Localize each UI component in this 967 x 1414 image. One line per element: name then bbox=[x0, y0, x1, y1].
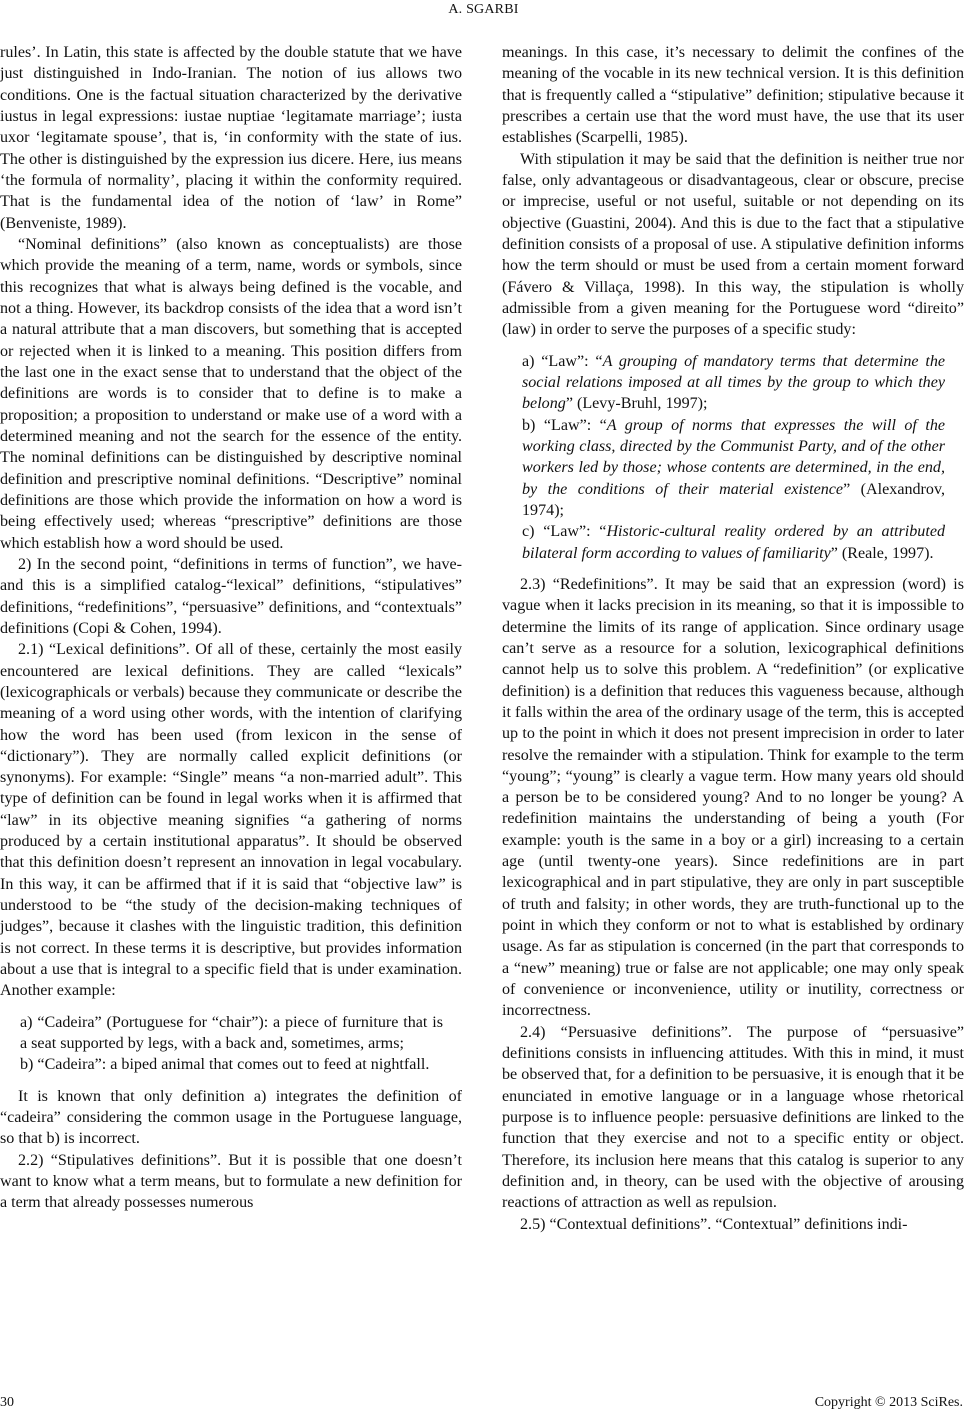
paragraph-nominal-definitions: “Nominal definitions” (also known as conceptualists) are those which provide the meaning of a term, name, words or symbols, since this recognizes that what is always being defined is the vocable, and not a thing. However, its backdrop consists of the idea that a word isn’t a natural attribute that a man discovers, but something that is accepted or rejected when it is linked to a meaning. This position differs from the last one in the exact sense that to understand that the object of the definitions are words is to consider that to define is to make a proposition; a proposition to understand or make use of a word with a determined meaning and not the search for the essence of the entity. The nominal definitions can be distinguished by descriptive nominal definition and prescriptive nominal definitions. “Descriptive” nominal definitions are those which provide the information on how a word is being effectively used; whereas “prescriptive” definitions are those which establish how a word should be used. bbox=[0, 235, 462, 552]
paragraph-contextual-definitions: 2.5) “Contextual definitions”. “Contextual” definitions indi- bbox=[520, 1215, 908, 1233]
law-definition-a-prefix: a) “Law”: “ bbox=[522, 352, 603, 370]
copyright-notice: Copyright © 2013 SciRes. bbox=[814, 1395, 963, 1410]
paragraph-redefinitions: 2.3) “Redefinitions”. It may be said that an expression (word) is vague when it lacks precision in its meaning, so that it is impossible to determine the limits of its range of application. Since ordinary usage can’t serve as a resource for a solution, lexicographical definitions cannot help us to solve this problem. A “redefinition” (or explicative definition) is a definition that reduces this vagueness because, although it falls within the area of the ordinary usage of the term, this is accepted up to the point in which it does not present imprecision in order to later resolve the remainder with a stipulation. Think for example to the term “young”; “young” is clearly a vague term. How many years old should a person be to be considered young? And to no longer be young? A redefinition maintains the understanding of being a youth (For example: youth is the same in a boy or a girl) increasing to a certain age (until twenty-one years). Since redefinitions are in part lexicographical and in part stipulative, they are only in part susceptible of truth and falsity; in other words, they are truth-functional up to the point in which they conform or not to what is established by ordinary usage. As far as stipulation is concerned (in the part that corresponds to a “new” meaning) true or false are not applicable; one may only speak of convenience or inconvenience, utility or inutility, correctness or incorrectness. bbox=[502, 575, 964, 1020]
paragraph-benveniste-quote-end: rules’. In Latin, this state is affected by the double statute that we have just distinguished in Indo-Iranian. The notion of ius allows two conditions. One is the factual situation characterized by the derivative iustus in legal expressions: iustae nuptiae ‘legitamate marriage’; iusta uxor ‘legitamate spouse’, that is, ‘in conformity with the state of ius. The other is distinguished by the expression ius dicere. Here, ius means ‘the formula of normality’, placing it within the conformity required. That is the fundamental idea of the notion of ‘law’ in Rome” (Benveniste, 1989). bbox=[0, 44, 462, 232]
law-definition-c-prefix: c) “Law”: “ bbox=[522, 523, 607, 541]
paragraph-stipulative-definitions: 2.2) “Stipulatives definitions”. But it is possible that one doesn’t want to know what a term means, but to formulate a new definition for a term that already possesses numerous bbox=[0, 1151, 462, 1212]
paragraph-cadeira-conclusion: It is known that only definition a) integrates the definition of “cadeira” considering the common usage in the Portuguese language, so that b) is incorrect. bbox=[0, 1087, 462, 1148]
example-item-a: a) “Cadeira” (Portuguese for “chair”): a piece of furniture that is a seat supported by legs, with a back and, sometimes, arms; bbox=[20, 1013, 443, 1053]
paragraph-persuasive-definitions: 2.4) “Persuasive definitions”. The purpose of “persuasive” definitions consists in influencing attitudes. With this in mind, it must be observed that, for a definition to be persuasive, it is enough that it be enunciated in emotive language or in a language whose rhetorical purpose is to influence people: persuasive definitions are linked to the function that they exercise and not to a specific entity or object. Therefore, its inclusion here means that this catalog is superior to any definition and, in theory, can be used with the objective of arousing reactions of attraction as well as repulsion. bbox=[502, 1023, 964, 1212]
paragraph-stipulative-continued: meanings. In this case, it’s necessary to delimit the confines of the meaning of the vocable in its new technical version. It is this definition that is frequently called a “stipulative” definition; stipulative because it prescribes a certain use that the word must have, the use that its user establishes (Scarpelli, 1985). bbox=[502, 44, 964, 147]
law-definition-b-quote: A group of norms that expresses the will of the working class, directed by the Communist Party, and of the other workers led by those; whose contents are determined, in the end, by the conditions of their material existence bbox=[522, 416, 946, 498]
law-definition-b bbox=[522, 415, 945, 522]
paragraph-definitions-by-function: 2) In the second point, “definitions in terms of function”, we have-and this is a simplified catalog-“lexical” definitions, “stipulatives” definitions, “redefinitions”, “persuasive” definitions, and “contextuals” definitions (Copi & Cohen, 1994). bbox=[0, 555, 462, 637]
law-definition-b-citation: ” (Alexandrov, 1974); bbox=[522, 480, 945, 519]
law-definition-b-prefix: b) “Law”: “ bbox=[522, 416, 607, 434]
law-definition-c-quote: Historic-cultural reality ordered by an attributed bilateral form according to values of familiarity bbox=[522, 523, 946, 562]
law-definition-c-citation: ” (Reale, 1997). bbox=[830, 544, 934, 562]
paragraph-with-stipulation: With stipulation it may be said that the definition is neither true nor false, only advantageous or disadvantageous, clear or obscure, precise or imprecise, useful or not useful, suitable or not depending on its objective (Guastini, 2004). And this is due to the fact that a stipulative definition consists of a proposal of use. A stipulative definition informs how the term should or must be used from a certain moment forward (Fávero & Villaça, 1998). In this way, the stipulation is wholly admissible from a given meaning for the Portuguese word “direito” (law) in order to serve the purposes of a specific study: bbox=[502, 150, 964, 339]
law-definitions-list bbox=[522, 351, 945, 564]
example-item-b: b) “Cadeira”: a biped animal that comes out to feed at nightfall. bbox=[20, 1056, 430, 1074]
right-column bbox=[502, 42, 964, 1235]
cadeira-examples-list bbox=[20, 1012, 443, 1076]
page-number: 30 bbox=[0, 1395, 14, 1410]
law-definition-a bbox=[522, 351, 945, 415]
paragraph-lexical-definitions: 2.1) “Lexical definitions”. Of all of these, certainly the most easily encountered are lexical definitions. They are called “lexicals” (lexicographicals or verbals) because they communicate or describe the meaning of a word using other words, with the intention of clarifying how the word has been used (from lexicon in the sense of “dictionary”). They are normally called explicit definitions (or synonyms). For example: “Single” means “a non-married adult”. This type of definition can be found in legal works when it is affirmed that “law” in its objective meaning signifies “a gathering of norms produced by a certain institutional apparatus”. It should be observed that this definition doesn’t represent an innovation in legal vocabulary. In this way, it can be affirmed that if it is said that “objective law” is understood to be “the study of the decision-making techniques of judges”, because it clashes with the linguistic tradition, this definition is not correct. In these terms it is descriptive, but provides information about a use that is integral to a specific field that is under examination. Another example: bbox=[0, 641, 462, 1000]
left-column bbox=[0, 42, 462, 1214]
law-definition-c bbox=[522, 521, 945, 564]
running-head: A. SGARBI bbox=[448, 2, 519, 17]
law-definition-a-citation: ” (Levy-Bruhl, 1997); bbox=[565, 395, 708, 413]
law-definition-a-quote: A grouping of mandatory terms that determine the social relations imposed at all times by the group to which they belong bbox=[522, 352, 946, 413]
